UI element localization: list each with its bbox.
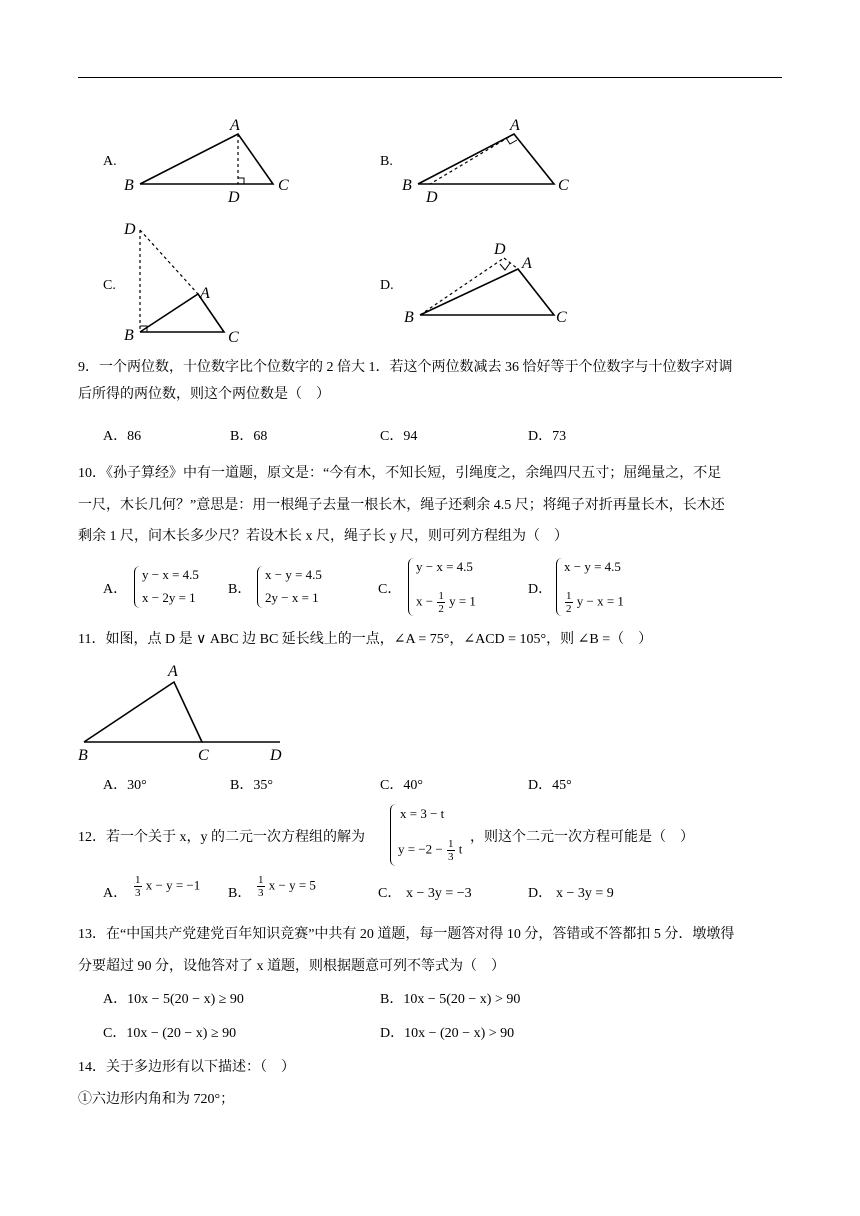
q12-eq2: y = −2 − $\frac{1}{3}$ t [398,838,463,863]
q10-line3: 剩余 1 尺，问木长多少尺？若设木长 x 尺，绳子长 y 尺，则可列方程组为（ ） [78,529,568,544]
q12-post: ，则这个二元一次方程可能是（ ） [470,830,694,845]
svg-text:A: A [200,285,210,302]
q11-figure [76,660,296,764]
q11-line1: 11．如图，点 D 是 ∨ ABC 边 BC 延长线上的一点，∠A = 75°，∠ACD = 105°，则 ∠B =（ ） [78,632,653,647]
svg-text:D: D [124,221,136,238]
svg-text:D: D [270,747,282,764]
svg-text:C: C [558,177,569,194]
q9-option-c[interactable]: C．94 [380,429,418,444]
q9-option-d[interactable]: D．73 [528,429,567,444]
svg-text:B: B [78,747,88,764]
svg-text:B: B [404,309,414,326]
q12-pre: 12．若一个关于 x，y 的二元一次方程组的解为 [78,830,365,845]
q13-option-c[interactable]: C．10x − (20 − x) ≥ 90 [103,1026,237,1041]
svg-text:C: C [556,309,567,326]
svg-text:A: A [522,255,532,272]
svg-text:C: C [228,329,239,346]
q8-option-a-label: A. [103,154,117,169]
q11-option-c[interactable]: C．40° [380,778,423,793]
svg-text:C: C [198,747,209,764]
q8-option-c-label: C. [103,278,116,293]
q8-figure-b [400,112,590,204]
q9-option-a[interactable]: A．86 [103,429,142,444]
q9-line1: 9．一个两位数，十位数字比个位数字的 2 倍大 1．若这个两位数减去 36 恰好等于个位数字与十位数字对调 [78,360,733,375]
q13-line1: 13．在“中国共产党建党百年知识竞赛”中共有 20 道题，每一题答对得 10 分，答错或不答都扣 5 分．墩墩得 [78,927,735,942]
q8-option-b-label: B. [380,154,393,169]
q9-option-b[interactable]: B．68 [230,429,268,444]
q10-line1: 10．《孙子算经》中有一道题，原文是：“今有木，不知长短，引绳度之，余绳四尺五寸；屈绳量之，不足 [78,466,722,481]
q11-option-d[interactable]: D．45° [528,778,572,793]
svg-text:B: B [124,327,134,344]
q8-figure-c [120,218,250,346]
q8-figure-d [400,238,590,330]
svg-text:B: B [402,177,412,194]
q13-line2: 分要超过 90 分，设他答对了 x 道题，则根据题意可列不等式为（ ） [78,959,505,974]
q8-figure-a [118,112,308,204]
svg-text:D: D [228,189,240,206]
q10-line2: 一尺，木长几何？”意思是：用一根绳子去量一根长木，绳子还剩余 4.5 尺；将绳子对折再量长木，长木还 [78,498,725,513]
svg-text:D: D [426,189,438,206]
q13-option-d[interactable]: D．10x − (20 − x) > 90 [380,1026,515,1041]
q14-item1: ①六边形内角和为 720°； [78,1092,235,1107]
svg-text:C: C [278,177,289,194]
svg-text:B: B [124,177,134,194]
q11-option-b[interactable]: B．35° [230,778,273,793]
q11-option-a[interactable]: A．30° [103,778,147,793]
q9-line2: 后所得的两位数，则这个两位数是（ ） [78,387,330,402]
q12-eq1: x = 3 − t [400,806,445,821]
header-rule [78,77,782,78]
svg-text:A: A [168,663,178,680]
q8-option-d-label: D. [380,278,394,293]
svg-text:A: A [510,117,520,134]
q14-line1: 14．关于多边形有以下描述：（ ） [78,1060,295,1075]
q12-brace [390,804,397,866]
svg-text:D: D [494,241,506,258]
q13-option-a[interactable]: A．10x − 5(20 − x) ≥ 90 [103,992,244,1007]
q8a-pt-A: A [230,117,240,134]
q13-option-b[interactable]: B．10x − 5(20 − x) > 90 [380,992,521,1007]
